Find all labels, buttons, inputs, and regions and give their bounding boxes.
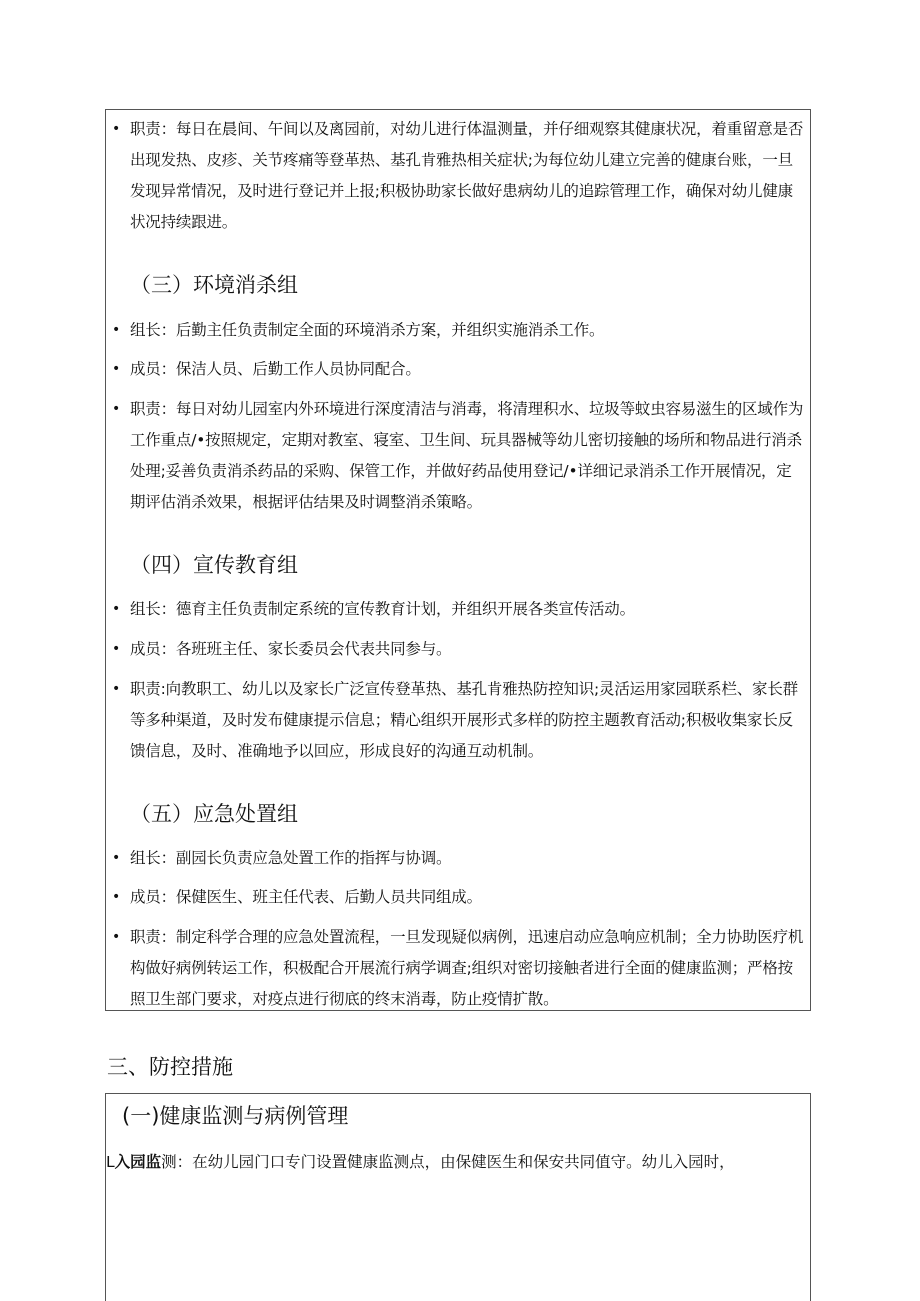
para-prefix: L [106, 1153, 115, 1171]
bullet: • [112, 850, 121, 866]
item-text: 成员：各班班主任、家长委员会代表共同参与。 [130, 640, 452, 658]
section-heading-group5: （五）应急处置组 [130, 802, 298, 826]
bullet: • [112, 401, 121, 417]
bullet: • [112, 641, 121, 657]
item-text: 组长：德育主任负责制定系统的宣传教育计划，并组织开展各类宣传活动。 [130, 600, 635, 618]
item-text: 职责：每日对幼儿园室内外环境进行深度清洁与消毒，将清理积水、垃圾等蚊虫容易滋生的区域作为工作重点/•按照规定，定期对教室、寝室、卫生间、玩具器械等幼儿密切接触的场所和物品进行消杀处理;妥善负责消杀药品的采购、保管工作，并做好药品使用登记/•详细记录消杀工作开展情况，定期评估消杀效果，根据评估结果及时调整消杀策略。 [130, 400, 804, 511]
bullet: • [112, 889, 121, 905]
section-heading-group3: （三）环境消杀组 [130, 273, 298, 297]
org-groups-table [105, 109, 811, 1011]
paragraph [106, 1147, 810, 1178]
item-text: 成员：保洁人员、后勤工作人员协同配合。 [130, 360, 421, 378]
item-text: 职责：每日在晨间、午间以及离园前，对幼儿进行体温测量，并仔细观察其健康状况，着重留意是否出现发热、皮疹、关节疼痛等登革热、基孔肯雅热相关症状;为每位幼儿建立完善的健康台账，一旦发现异常情况，及时进行登记并上报;积极协助家长做好患病幼儿的追踪管理工作，确保对幼儿健康状况持续跟进。 [130, 120, 804, 231]
bullet: • [112, 322, 121, 338]
measures-table [105, 1093, 811, 1301]
item-text: 组长：后勤主任负责制定全面的环境消杀方案，并组织实施消杀工作。 [130, 321, 605, 339]
bullet: • [112, 361, 121, 377]
item-text: 职责：制定科学合理的应急处置流程，一旦发现疑似病例，迅速启动应急响应机制；全力协助医疗机构做好病例转运工作，积极配合开展流行病学调查;组织对密切接触者进行全面的健康监测；严格按照卫生部门要求，对疫点进行彻底的终末消毒，防止疫情扩散。 [130, 928, 804, 1008]
section-heading-group4: （四）宣传教育组 [130, 553, 298, 577]
bullet: • [112, 601, 121, 617]
bullet: • [112, 929, 121, 945]
item-text: 组长：副园长负责应急处置工作的指挥与协调。 [130, 849, 452, 867]
bullet: • [112, 681, 121, 697]
para-bold-lead: 入园监 [114, 1153, 162, 1171]
item-text: 职责:向教职工、幼儿以及家长广泛宣传登革热、基孔肯雅热防控知识;灵活运用家园联系栏、家长群等多种渠道，及时发布健康提示信息；精心组织开展形式多样的防控主题教育活动;积极收集家长反馈信息，及时、准确地予以回应，形成良好的沟通互动机制。 [130, 680, 798, 760]
item-text: 成员：保健医生、班主任代表、后勤人员共同组成。 [130, 888, 482, 906]
subsection-title: (一)健康监测与病例管理 [122, 1104, 349, 1128]
bullet: • [112, 121, 121, 137]
section-title: 三、防控措施 [107, 1055, 233, 1079]
para-text: 测：在幼儿园门口专门设置健康监测点，由保健医生和保安共同值守。幼儿入园时， [161, 1153, 735, 1171]
